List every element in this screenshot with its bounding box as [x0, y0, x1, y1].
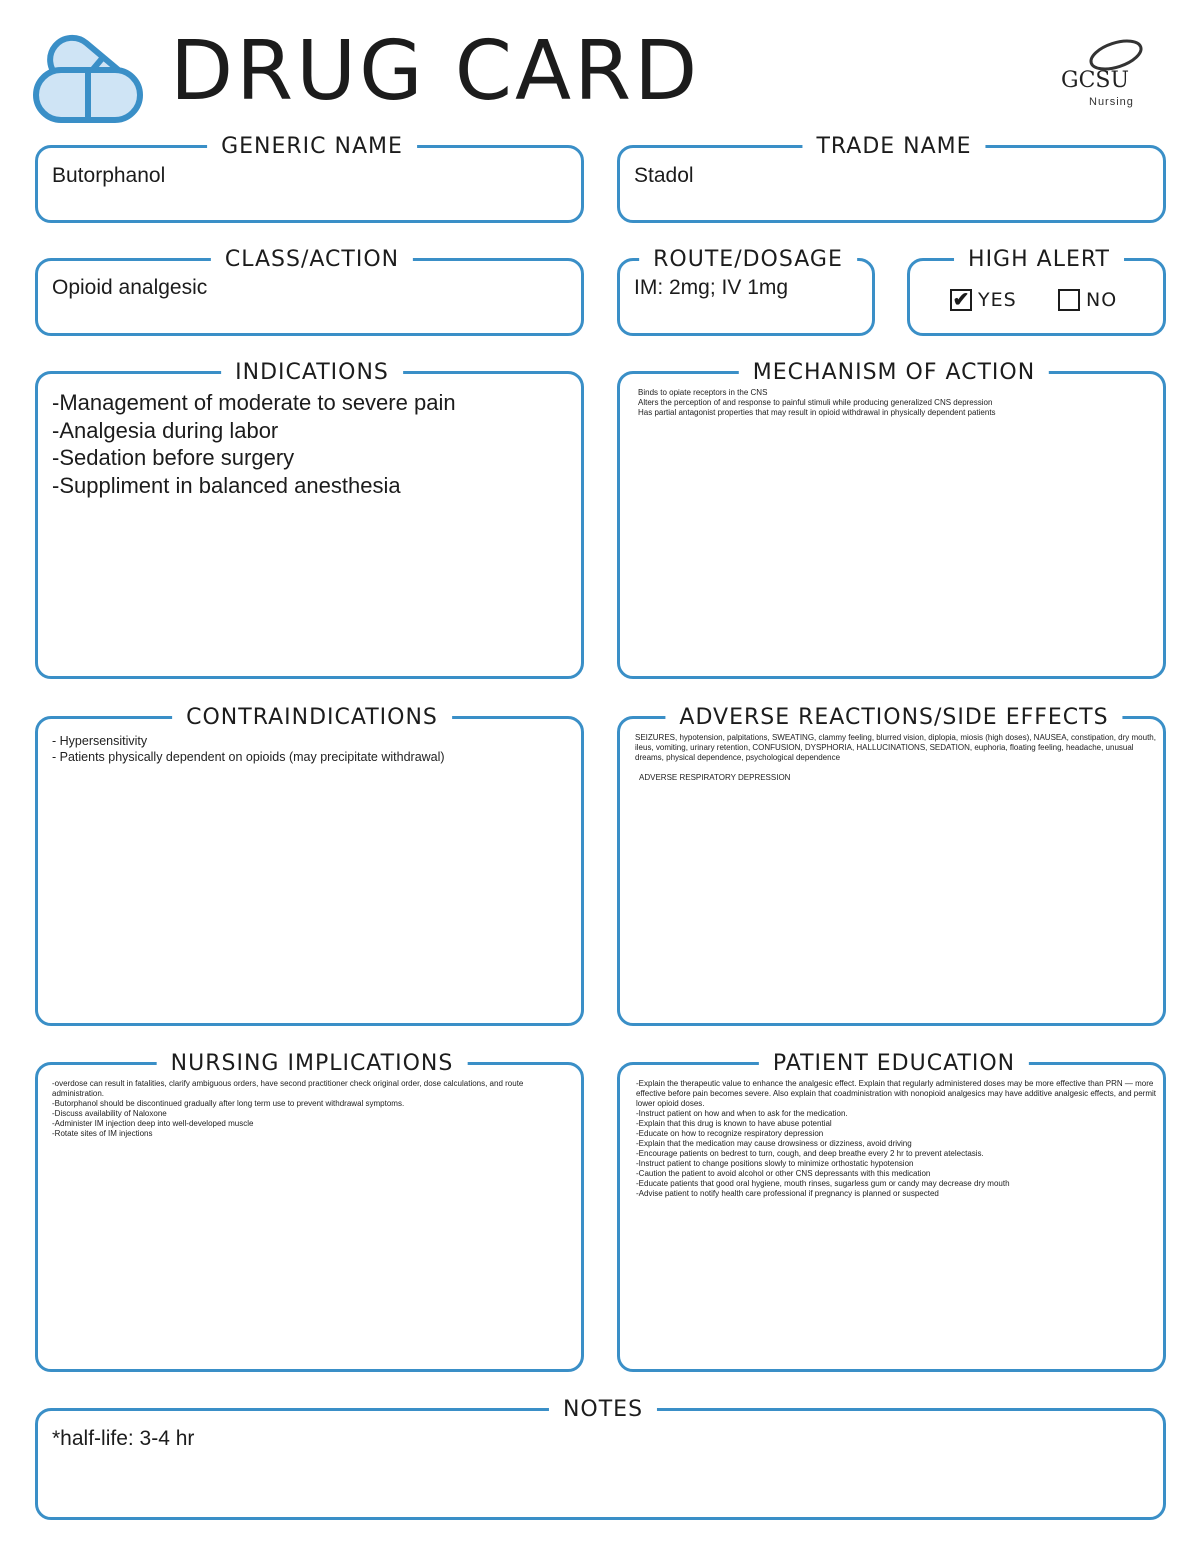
- yes-checkbox[interactable]: ✔: [950, 289, 972, 311]
- indications-label: INDICATIONS: [221, 360, 403, 386]
- gcsu-logo: [1055, 38, 1155, 110]
- pill-logo-icon: [30, 22, 148, 126]
- nursing-item: administration.: [52, 1089, 105, 1098]
- logo-subtext: Nursing: [1089, 96, 1134, 108]
- education-item: -Encourage patients on bedrest to turn, cough, and deep breathe every 2 hr to prevent atelectasis.: [636, 1149, 984, 1158]
- nursing-implications-label: NURSING IMPLICATIONS: [157, 1051, 468, 1077]
- education-item: -Explain that the medication may cause drowsiness or dizziness, avoid driving: [636, 1139, 912, 1148]
- notes-box: [35, 1397, 1166, 1520]
- nursing-implications-list: [52, 1079, 577, 1139]
- high-alert-yes[interactable]: [950, 289, 1017, 311]
- high-alert-no[interactable]: [1058, 289, 1117, 311]
- adverse-item: [635, 763, 1160, 773]
- notes-label: NOTES: [549, 1397, 657, 1423]
- indications-list: [52, 389, 456, 499]
- generic-name-box: [35, 134, 584, 223]
- indication-item: -Suppliment in balanced anesthesia: [52, 472, 401, 498]
- nursing-item: -Administer IM injection deep into well-developed muscle: [52, 1119, 254, 1128]
- contraindication-item: - Patients physically dependent on opioids (may precipitate withdrawal): [52, 750, 445, 764]
- route-dosage-label: ROUTE/DOSAGE: [639, 247, 857, 273]
- education-item: -Educate patients that good oral hygiene, mouth rinses, sugarless gum or candy may decrease dry mouth: [636, 1179, 1010, 1188]
- indication-item: -Management of moderate to severe pain: [52, 390, 456, 415]
- nursing-item: -Rotate sites of IM injections: [52, 1129, 153, 1138]
- class-action-label: CLASS/ACTION: [211, 247, 413, 273]
- page-title: DRUG CARD: [170, 24, 701, 119]
- notes-value: *half-life: 3-4 hr: [52, 1427, 195, 1450]
- mechanism-list: [638, 388, 1158, 418]
- logo-text: GCSU: [1061, 68, 1130, 93]
- patient-education-label: PATIENT EDUCATION: [759, 1051, 1029, 1077]
- adverse-reactions-label: ADVERSE REACTIONS/SIDE EFFECTS: [665, 705, 1122, 731]
- swoosh-icon: [1085, 38, 1147, 72]
- nursing-item: -Discuss availability of Naloxone: [52, 1109, 167, 1118]
- education-item: -Explain that this drug is known to have abuse potential: [636, 1119, 832, 1128]
- education-item: -Caution the patient to avoid alcohol or other CNS depressants with this medication: [636, 1169, 931, 1178]
- contraindication-item: - Hypersensitivity: [52, 734, 148, 748]
- mechanism-label: MECHANISM OF ACTION: [739, 360, 1049, 386]
- trade-name-label: TRADE NAME: [802, 134, 985, 160]
- mechanism-item: Binds to opiate receptors in the CNS: [638, 388, 768, 397]
- adverse-item: dreams, physical dependence, psychological dependence: [635, 753, 841, 762]
- indication-item: -Analgesia during labor: [52, 417, 279, 443]
- education-item: effective before pain becomes severe. Also explain that coadministration with nonopioid analgesics may have additive analgesic effects, and permit: [636, 1089, 1157, 1098]
- patient-education-list: [636, 1079, 1161, 1199]
- no-checkbox[interactable]: [1058, 289, 1080, 311]
- route-dosage-box: [617, 247, 875, 336]
- route-dosage-value: IM: 2mg; IV 1mg: [634, 276, 789, 299]
- contraindications-box: [35, 705, 584, 1026]
- adverse-reactions-box: [617, 705, 1166, 1026]
- education-item: -Instruct patient on how and when to ask for the medication.: [636, 1109, 848, 1118]
- nursing-implications-box: [35, 1051, 584, 1372]
- class-action-box: [35, 247, 584, 336]
- education-item: -Explain the therapeutic value to enhance the analgesic effect. Explain that regularly administered doses may be more effective than PRN — more: [636, 1079, 1154, 1088]
- trade-name-box: [617, 134, 1166, 223]
- contraindications-list: [52, 733, 445, 765]
- education-item: -Instruct patient to change positions slowly to minimize orthostatic hypotension: [636, 1159, 914, 1168]
- nursing-item: -overdose can result in fatalities, clarify ambiguous orders, have second practitioner check original order, dose calculations, and route: [52, 1079, 524, 1088]
- generic-name-label: GENERIC NAME: [207, 134, 417, 160]
- indications-box: [35, 360, 584, 679]
- adverse-item: SEIZURES, hypotension, palpitations, SWEATING, clammy feeling, blurred vision, diplopia, miosis (high doses), NAUSEA, constipation, dry mouth,: [635, 733, 1156, 742]
- high-alert-label: HIGH ALERT: [954, 247, 1124, 273]
- indication-item: -Sedation before surgery: [52, 445, 295, 470]
- yes-label: YES: [978, 289, 1017, 311]
- mechanism-item: Alters the perception of and response to painful stimuli while producing generalized CNS depression: [638, 398, 993, 407]
- education-item: -Advise patient to notify health care professional if pregnancy is planned or suspected: [636, 1189, 939, 1198]
- mechanism-item: Has partial antagonist properties that may result in opioid withdrawal in physically dependent patients: [638, 408, 996, 417]
- contraindications-label: CONTRAINDICATIONS: [172, 705, 452, 731]
- education-item: -Educate on how to recognize respiratory depression: [636, 1129, 824, 1138]
- trade-name-value: Stadol: [634, 164, 694, 187]
- class-action-value: Opioid analgesic: [52, 276, 208, 299]
- nursing-item: -Butorphanol should be discontinued gradually after long term use to prevent withdrawal symptoms.: [52, 1099, 405, 1108]
- no-label: NO: [1086, 289, 1118, 311]
- adverse-item: ileus, vomiting, urinary retention, CONFUSION, DYSPHORIA, HALLUCINATIONS, SEDATION, euphoria, floating feeling, headache, unusual: [635, 743, 1134, 752]
- adverse-reactions-list: [635, 733, 1160, 783]
- adverse-item: ADVERSE RESPIRATORY DEPRESSION: [639, 773, 791, 782]
- generic-name-value: Butorphanol: [52, 164, 166, 187]
- high-alert-box: [907, 247, 1166, 336]
- education-item: lower opioid doses.: [636, 1099, 705, 1108]
- mechanism-box: [617, 360, 1166, 679]
- patient-education-box: [617, 1051, 1166, 1372]
